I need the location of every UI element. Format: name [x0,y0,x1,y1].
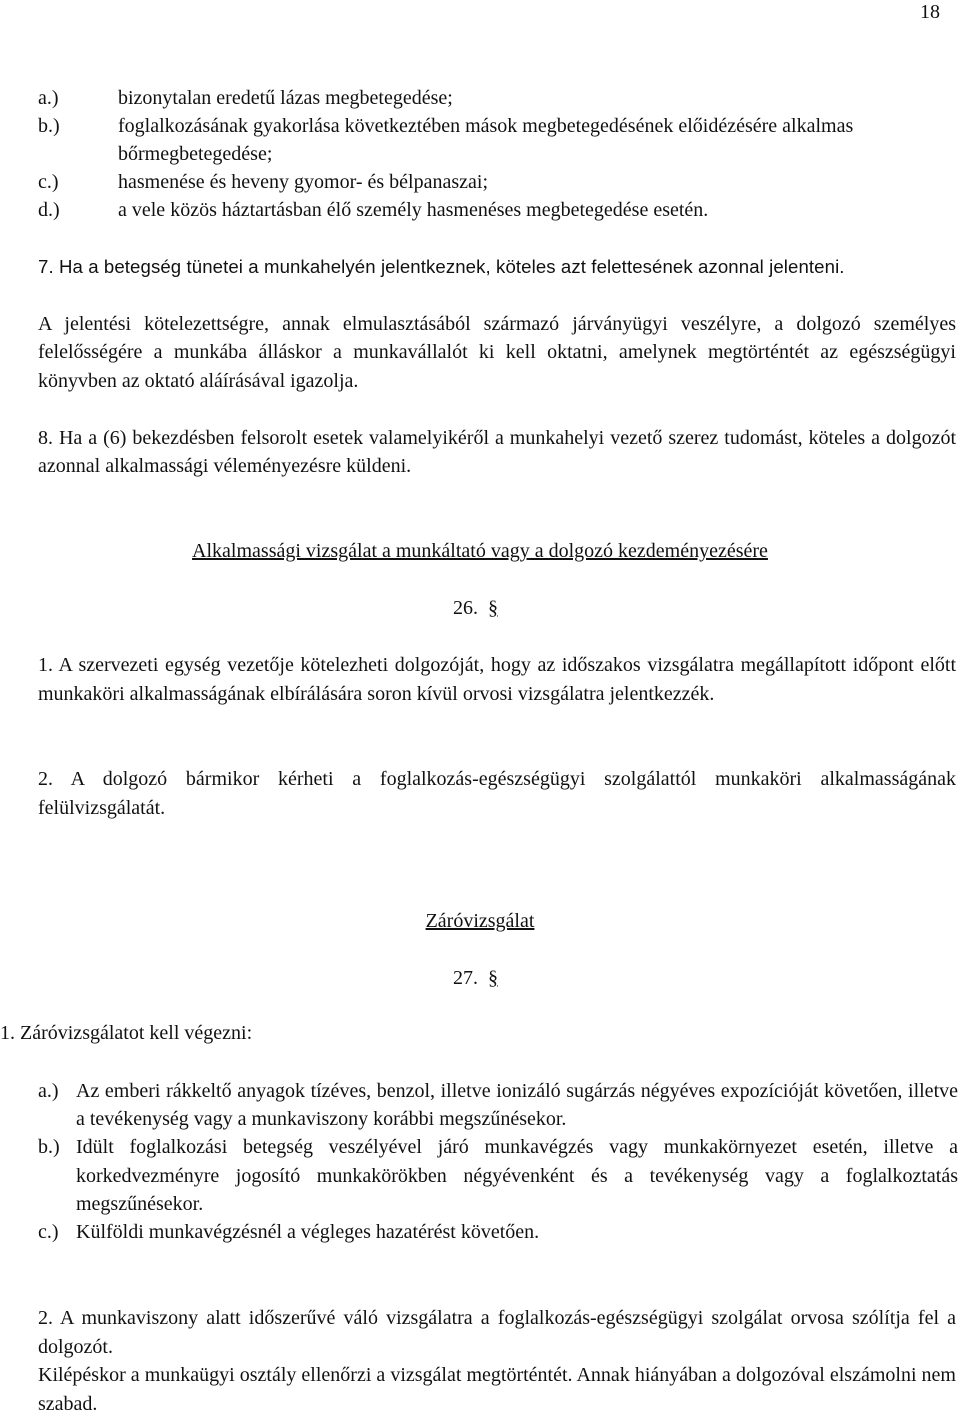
section-26-heading: Alkalmassági vizsgálat a munkáltató vagy a dolgozó kezdeményezésére [192,540,768,562]
section-26-number [453,596,498,620]
list-item-text: bizonytalan eredetű lázas megbetegedése; [118,87,453,109]
section-27-number [453,966,498,990]
paragraph-7-instruction: A jelentési kötelezettségre, annak elmulasztásából származó járványügyi veszélyre, a dolgozó személyes felelősségére a munkába álláskor a munkavállalót ki kell oktatni, amelynek megtörténtét az egészségügyi könyvben az oktató aláírásával igazolja. [38,313,956,392]
list-item-letter: c.) [38,171,59,193]
section-27-paragraph-2: 2. A munkaviszony alatt időszerűvé váló vizsgálatra a foglalkozás-egészségügyi szolgálat orvosa szólítja fel a dolgozót. [38,1307,956,1358]
list-item-text: Külföldi munkavégzésnél a végleges hazatérést követően. [76,1221,540,1244]
paragraph-7: 7. Ha a betegség tünetei a munkahelyén jelentkeznek, köteles azt felettesének azonnal jelenteni. [38,256,845,277]
paragraph-8: 8. Ha a (6) bekezdésben felsorolt esetek valamelyikéről a munkahelyi vezető szerez tudomást, köteles a dolgozót azonnal alkalmassági véleményezésre küldeni. [38,427,956,478]
page-number: 18 [920,1,940,23]
list-item [38,1218,958,1246]
list-item [38,112,938,168]
list-item-letter: a.) [38,87,59,109]
closing-exam-list [38,1077,958,1246]
section-26-paragraph-2: 2. A dolgozó bármikor kérheti a foglalkozás-egészségügyi szolgálattól munkaköri alkalmasságának felülvizsgálatát. [38,768,956,819]
list-item-letter: b.) [38,115,60,137]
section-27-paragraph-1-intro: 1. Záróvizsgálatot kell végezni: [0,1022,253,1044]
list-item-text: Idült foglalkozási betegség veszélyével járó munkavégzés vagy munkakörnyezet esetén, illetve a korkedvezményre jogosító munkakörökben négyévenként és a tevékenység vagy a foglalkoztatás megszűnésekor. [76,1136,958,1215]
list-item-text: Az emberi rákkeltő anyagok tízéves, benzol, illetve ionizáló sugárzás négyéves expozícióját követően, illetve a tevékenység vagy a munkaviszony korábbi megszűnésekor. [76,1080,958,1131]
section-27-heading: Záróvizsgálat [425,910,535,932]
list-item [38,196,938,224]
section-26-paragraph-1: 1. A szervezeti egység vezetője kötelezheti dolgozóját, hogy az időszakos vizsgálatra megállapított időpont előtt munkaköri alkalmasságának elbírálására soron kívül orvosi vizsgálatra jelentkezzék. [38,654,956,705]
section-27-paragraph-2-exit: Kilépéskor a munkaügyi osztály ellenőrzi a vizsgálat megtörténtét. Annak hiányában a dolgozóval elszámolni nem szabad. [38,1364,956,1415]
list-item [38,168,938,196]
paragraph-sign: § [488,597,498,619]
section-number: 27. [453,967,478,989]
list-item-letter: c.) [38,1221,59,1244]
list-item [38,1133,958,1218]
list-item-letter: a.) [38,1080,59,1102]
list-item-letter: b.) [38,1136,60,1159]
paragraph-sign: § [488,967,498,989]
list-item [38,1077,958,1133]
section-number: 26. [453,597,478,619]
list-item-letter: d.) [38,199,60,221]
list-item-text: a vele közös háztartásban élő személy hasmenéses megbetegedése esetén. [118,199,709,221]
symptom-list [38,84,938,224]
list-item [38,84,938,112]
list-item-text: foglalkozásának gyakorlása következtében mások megbetegedésének előidézésére alkalmas bőrmegbetegedése; [118,115,854,165]
list-item-text: hasmenése és heveny gyomor- és bélpanaszai; [118,171,489,193]
